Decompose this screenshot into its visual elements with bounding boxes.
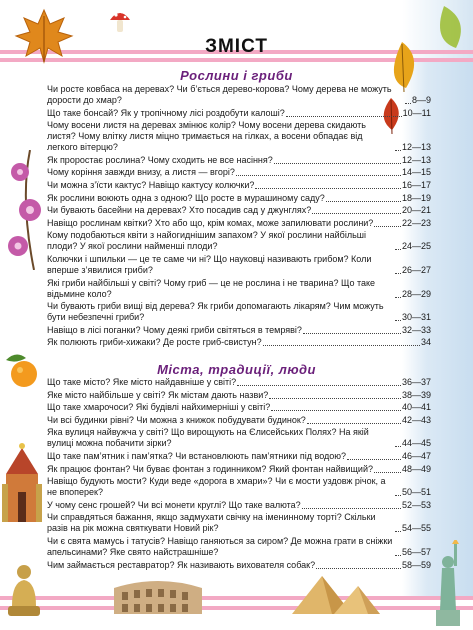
leader-dots [395, 495, 401, 496]
leader-dots [405, 103, 411, 104]
toc-entry-pages: 10—11 [402, 107, 431, 118]
toc-entry[interactable] [47, 464, 431, 475]
toc-entry-pages: 12—13 [401, 154, 431, 165]
toc-entry[interactable] [47, 230, 431, 252]
leader-dots [395, 297, 401, 298]
toc-entry-pages: 34 [420, 337, 431, 348]
toc-list [47, 84, 431, 348]
toc-entry-pages: 40—41 [401, 402, 431, 413]
toc-entry-text: Навіщо будують мости? Куди веде «дорога в хмари»? Чи є мости уздовж річок, а не впоперек? [47, 476, 386, 498]
toc-entry-pages: 8—9 [411, 95, 431, 105]
toc-entry-pages: 18—19 [401, 192, 431, 203]
toc-entry-text: Яке місто найбільше у світі? Як містам дають назви? [47, 389, 269, 400]
toc-entry[interactable] [47, 254, 431, 276]
leader-dots [395, 531, 401, 532]
toc-entry-pages: 48—49 [401, 463, 431, 474]
leader-dots [286, 116, 402, 117]
toc-entry-text: Чи всі будинки рівні? Чи можна з книжок побудувати будинок? [47, 414, 306, 425]
toc-entry-text: Навіщо в лісі поганки? Чому деякі гриби світяться в темряві? [47, 324, 302, 335]
bottom-stripe [0, 596, 473, 600]
toc-entry-pages: 32—33 [401, 324, 431, 335]
pyramids-icon [288, 572, 380, 616]
toc-entry-pages: 38—39 [401, 389, 431, 400]
toc-entry[interactable] [47, 205, 431, 216]
leader-dots [269, 398, 401, 399]
toc-entry-pages: 12—13 [401, 142, 431, 153]
leader-dots [395, 320, 401, 321]
toc-entry-pages: 16—17 [401, 179, 431, 190]
toc-entry-pages: 30—31 [401, 312, 431, 323]
toc-entry[interactable] [47, 536, 431, 558]
toc-entry-pages: 36—37 [401, 377, 431, 387]
leader-dots [326, 201, 401, 202]
toc-entry[interactable] [47, 337, 431, 348]
toc-entry-pages: 20—21 [401, 205, 431, 216]
toc-entry[interactable] [47, 155, 431, 166]
statue-of-liberty-icon [428, 540, 468, 626]
leader-dots [374, 226, 401, 227]
toc-entry-text: Кому подобаються квіти з найогиднішим запахом? У якої рослини найбільші плоди? У якої рослини найменші плоди? [47, 230, 366, 252]
toc-entry-text: Що таке пам’ятник і пам’ятка? Чи встановлюють пам’ятники під водою? [47, 450, 347, 461]
toc-entry[interactable] [47, 377, 431, 388]
leader-dots [237, 385, 401, 386]
toc-entry[interactable] [47, 451, 431, 462]
toc-entry-text: Чи росте ковбаса на деревах? Чи б’ється дерево-корова? Чому дерева не можуть дорости до хмар? [47, 84, 392, 105]
leader-dots [395, 249, 401, 250]
toc-entry-text: Як працює фонтан? Чи буває фонтан з годинником? Який фонтан найвищий? [47, 463, 373, 474]
toc-entry-pages: 42—43 [401, 414, 431, 425]
page-title: ЗМІСТ [205, 36, 268, 57]
toc-entry-pages: 14—15 [401, 167, 431, 178]
toc-entry[interactable] [47, 218, 431, 229]
leader-dots [395, 273, 401, 274]
colosseum-icon [110, 572, 206, 616]
toc-entry[interactable] [47, 402, 431, 413]
leader-dots [303, 333, 401, 334]
section-heading: Рослини і гриби [180, 68, 293, 83]
leader-dots [347, 459, 401, 460]
toc-entry-pages: 52—53 [401, 499, 431, 510]
toc-entry-pages: 54—55 [401, 523, 431, 534]
leader-dots [374, 472, 401, 473]
toc-entry[interactable] [47, 84, 431, 106]
leader-dots [263, 345, 420, 346]
leader-dots [307, 423, 401, 424]
toc-entry-text: Як полюють гриби-хижаки? Де росте гриб-свистун? [47, 337, 262, 348]
toc-entry-pages: 44—45 [401, 438, 431, 449]
toc-entry[interactable] [47, 120, 431, 153]
toc-entry-text: Навіщо рослинам квітки? Хто або що, крім комах, може запилювати рослини? [47, 217, 374, 228]
toc-entry-pages: 56—57 [401, 546, 431, 557]
leader-dots [274, 163, 401, 164]
leader-dots [312, 213, 401, 214]
toc-entry-text: Чому восени листя на деревах змінює колір? Чому восени дерева скидають листя? Чому влітку листя міцно тримається на гілках, а восени обпадає від легкого вітерцю? [47, 120, 366, 153]
mushroom-icon [108, 6, 132, 34]
toc-entry-text: Колючки і шпильки — це те саме чи ні? Що науковці називають грибом? Коли вперше з’явилися гриби? [47, 253, 372, 275]
toc-entry-pages: 22—23 [401, 217, 431, 228]
toc-entry-text: Чому коріння завжди внизу, а листя — вгорі? [47, 167, 235, 178]
toc-entry[interactable] [47, 278, 431, 300]
toc-entry-pages: 26—27 [401, 264, 431, 275]
toc-entry-pages: 58—59 [401, 559, 431, 570]
toc-entry-text: Чи справдяться бажання, якщо задмухати свічку на іменинному торті? Скільки разів на рік можна святкувати Новий рік? [47, 512, 376, 534]
toc-entry[interactable] [47, 390, 431, 401]
toc-entry-text: У чому сенс грошей? Чи всі монети круглі? Що таке валюта? [47, 499, 301, 510]
toc-entry[interactable] [47, 560, 431, 571]
leader-dots [395, 446, 401, 447]
toc-entry[interactable] [47, 415, 431, 426]
toc-entry-pages: 28—29 [401, 288, 431, 299]
toc-entry-text: Як проростає рослина? Чому сходить не все насіння? [47, 154, 273, 165]
toc-entry[interactable] [47, 180, 431, 191]
toc-entry-text: Що таке бонсай? Як у тропічному лісі роздобути калоші? [47, 107, 285, 118]
leader-dots [302, 508, 401, 509]
leader-dots [316, 568, 401, 569]
leader-dots [271, 410, 401, 411]
toc-entry[interactable] [47, 500, 431, 511]
toc-entry[interactable] [47, 427, 431, 449]
toc-entry-text: Чи можна з’їсти кактус? Навіщо кактусу колючки? [47, 179, 255, 190]
toc-entry-text: Чи бувають гриби вищі від дерева? Як гриби допомагають лікарям? Чим можуть бути небезпечні гриби? [47, 301, 384, 323]
toc-entry-text: Яка вулиця найвужча у світі? Що вирощують на Єлисейських Полях? На якій вулиці можна побачити зірки? [47, 427, 369, 449]
toc-entry[interactable] [47, 512, 431, 534]
buddha-statue-icon [6, 562, 42, 618]
leader-dots [236, 175, 401, 176]
section-heading: Міста, традиції, люди [157, 362, 316, 377]
toc-entry-pages: 24—25 [401, 241, 431, 252]
leader-dots [255, 188, 401, 189]
toc-entry[interactable] [47, 476, 431, 498]
toc-entry[interactable] [47, 325, 431, 336]
toc-entry-text: Чи бувають басейни на деревах? Хто посадив сад у джунглях? [47, 205, 312, 216]
toc-entry[interactable] [47, 301, 431, 323]
toc-entry-text: Що таке хмарочоси? Які будівлі найхимерніші у світі? [47, 402, 271, 413]
toc-entry[interactable] [47, 193, 431, 204]
toc-entry-text: Чим займається реставратор? Як називають вихователя собак? [47, 559, 316, 570]
cathedral-icon [0, 440, 44, 524]
toc-entry-pages: 50—51 [401, 487, 431, 498]
toc-entry[interactable] [47, 108, 431, 119]
toc-entry-pages: 46—47 [401, 450, 431, 461]
leader-dots [395, 150, 401, 151]
leader-dots [395, 555, 401, 556]
toc-entry-text: Що таке місто? Яке місто найдавніше у світі? [47, 377, 237, 387]
toc-list [47, 377, 431, 571]
toc-entry-text: Які гриби найбільші у світі? Чому гриб — це не рослина і не тварина? Що таке відьмине коло? [47, 277, 376, 299]
bottom-stripe [0, 606, 473, 610]
toc-entry-text: Чи є свята мамусь і татусів? Навіщо ганяються за сиром? Де можна грати в сніжки апельсинами? Яке свято найстрашніше? [47, 535, 393, 557]
toc-entry-text: Як рослини воюють одна з одною? Що росте в мурашиному саду? [47, 192, 325, 203]
toc-entry[interactable] [47, 167, 431, 178]
orchid-flower-icon [0, 150, 46, 270]
